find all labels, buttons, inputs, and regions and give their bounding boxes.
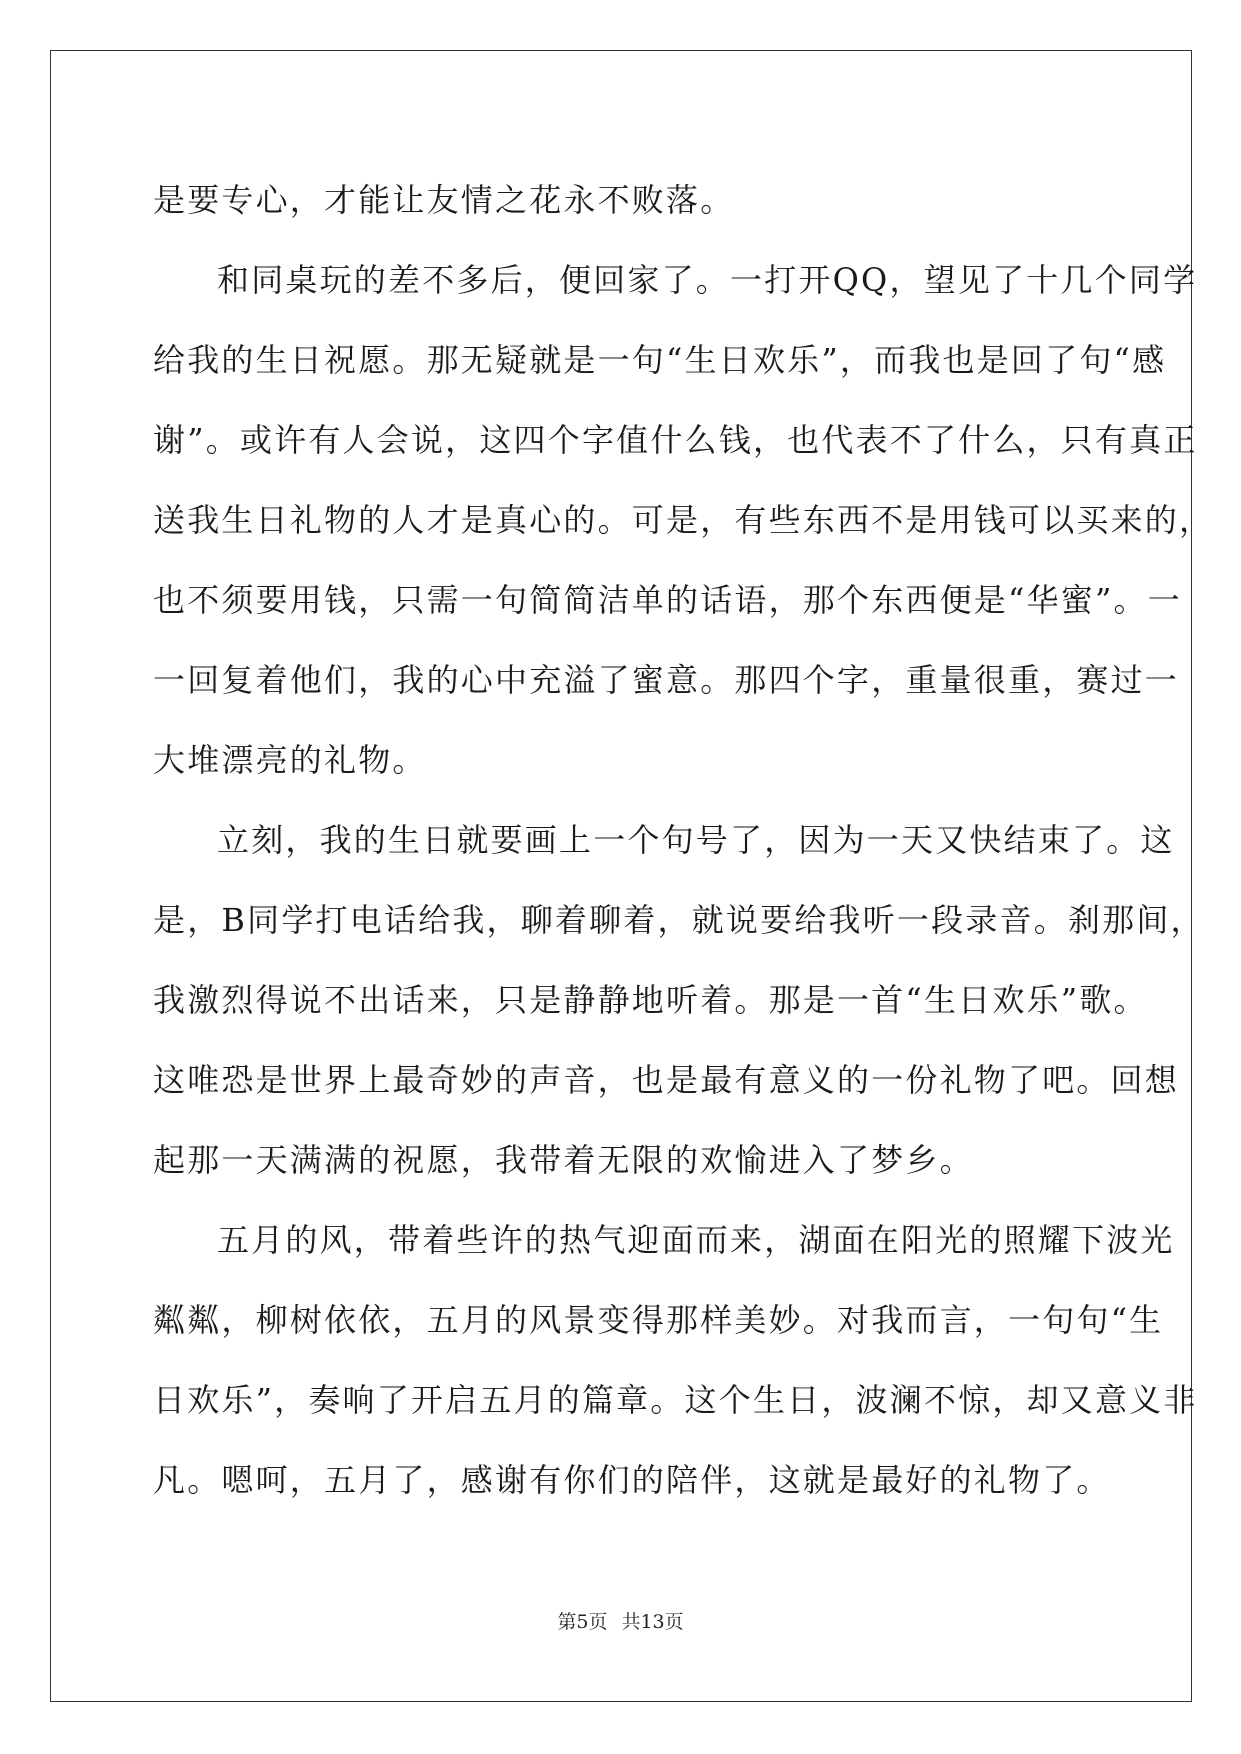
body-line: 大堆漂亮的礼物。 (153, 741, 427, 779)
paragraph-start-line: 立刻，我的生日就要画上一个句号了，因为一天又快结束了。这 (217, 821, 1175, 859)
paragraph-start-line: 和同桌玩的差不多后，便回家了。一打开QQ，望见了十几个同学 (217, 261, 1198, 299)
body-line: 谢”。或许有人会说，这四个字值什么钱，也代表不了什么，只有真正 (153, 421, 1198, 459)
body-line: 也不须要用钱，只需一句简简洁单的话语，那个东西便是“华蜜”。一 (153, 581, 1182, 619)
body-line: 送我生日礼物的人才是真心的。可是，有些东西不是用钱可以买来的， (153, 501, 1214, 539)
body-line: 是要专心，才能让友情之花永不败落。 (153, 181, 735, 219)
body-line: 粼粼，柳树依依，五月的风景变得那样美妙。对我而言，一句句“生 (153, 1301, 1164, 1339)
body-line: 我激烈得说不出话来，只是静静地听着。那是一首“生日欢乐”歌。 (153, 981, 1148, 1019)
body-line: 凡。嗯呵，五月了，感谢有你们的陪伴，这就是最好的礼物了。 (153, 1461, 1111, 1499)
page-total: 共13页 (621, 1611, 684, 1633)
body-line: 一回复着他们，我的心中充溢了蜜意。那四个字，重量很重，赛过一 (153, 661, 1180, 699)
document-body (153, 160, 1214, 1520)
page-footer (0, 1610, 1241, 1634)
body-line: 日欢乐”，奏响了开启五月的篇章。这个生日，波澜不惊，却又意义非 (153, 1381, 1198, 1419)
body-line: 这唯恐是世界上最奇妙的声音，也是最有意义的一份礼物了吧。回想 (153, 1061, 1180, 1099)
paragraph-start-line: 五月的风，带着些许的热气迎面而来，湖面在阳光的照耀下波光 (217, 1221, 1175, 1259)
body-line: 是，B同学打电话给我，聊着聊着，就说要给我听一段录音。刹那间， (153, 901, 1205, 939)
page-number: 第5页 (557, 1611, 608, 1633)
body-line: 起那一天满满的祝愿，我带着无限的欢愉进入了梦乡。 (153, 1141, 974, 1179)
body-line: 给我的生日祝愿。那无疑就是一句“生日欢乐”，而我也是回了句“感 (153, 341, 1167, 379)
